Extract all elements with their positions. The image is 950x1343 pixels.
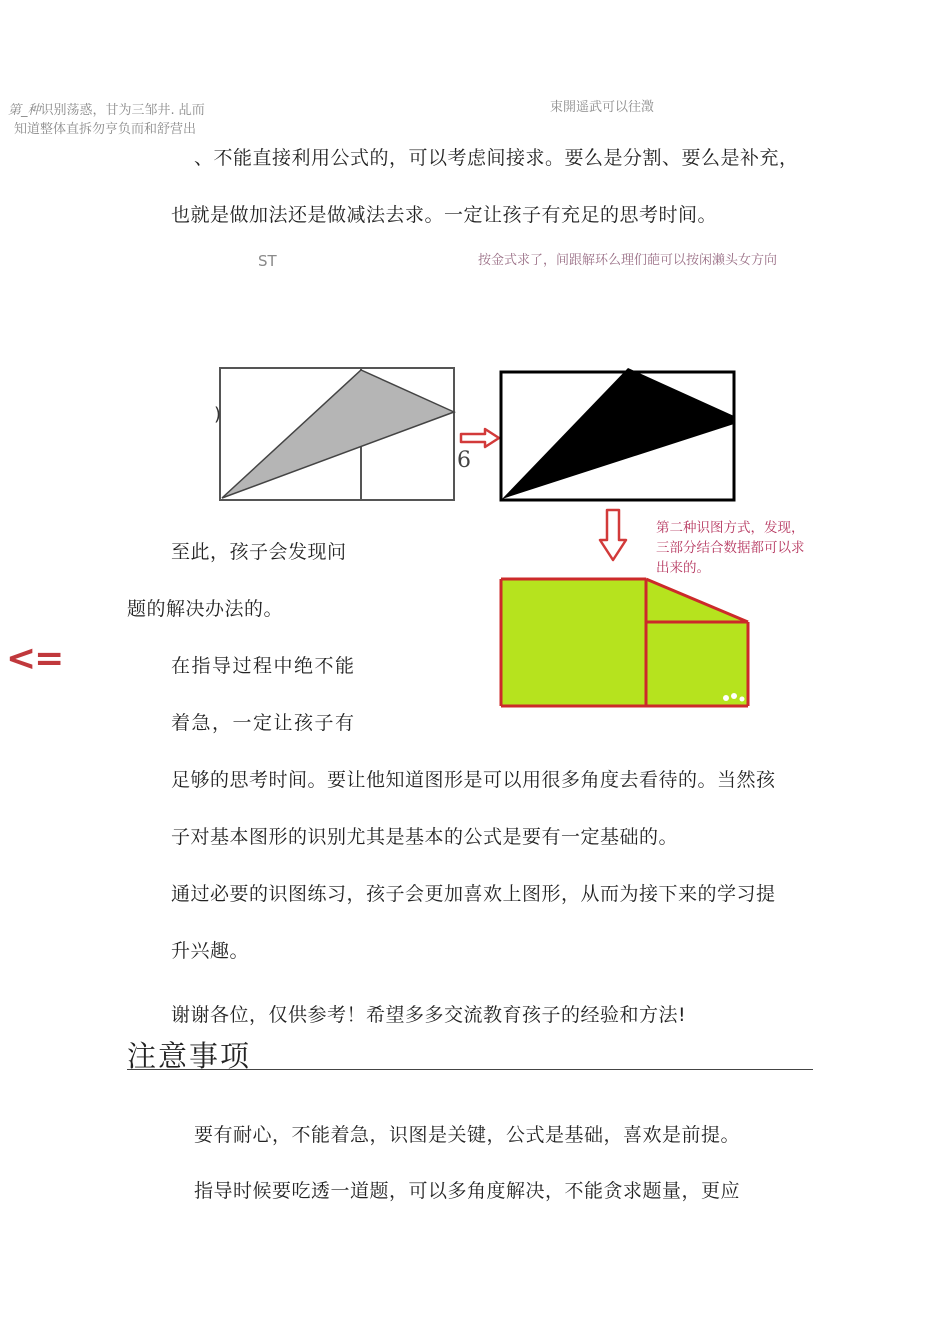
paragraph-8: 子对基本图形的识别尤其是基本的公式是要有一定基础的。: [171, 826, 679, 848]
faint-st-label: ST: [258, 252, 277, 270]
faint-header-line-1: [8, 99, 205, 118]
faint-right-line: 按金式求了，间跟解环么理们葩可以按闲濑头女方向: [478, 253, 778, 268]
faint-header-prefix: 第_种: [8, 103, 41, 118]
paragraph-3: 至此，孩子会发现问: [171, 541, 347, 563]
paragraph-9: 通过必要的识图练习，孩子会更加喜欢上图形，从而为接下来的学习提: [171, 883, 776, 905]
right-arrow-icon: [459, 427, 501, 449]
paragraph-2: 也就是做加法还是做减法去求。一定让孩子有充足的思考时间。: [171, 204, 718, 226]
figure-left-paren: ): [214, 404, 222, 425]
section-paragraph-2: 指导时候要吃透一道题，可以多角度解决，不能贪求题量，更应: [194, 1180, 741, 1202]
figure-green-decomposition: [498, 576, 758, 714]
section-heading: 注意事项: [127, 1039, 252, 1073]
section-heading-rule: [127, 1069, 813, 1070]
figure-label-six: 6: [457, 448, 471, 473]
left-arrow-symbol: <=: [6, 638, 63, 679]
section-paragraph-1: 要有耐心，不能着急，识图是关键，公式是基础，喜欢是前提。: [194, 1124, 741, 1146]
down-arrow-icon: [598, 508, 628, 562]
faint-header-center: 束開遥武可以往澂: [550, 100, 655, 115]
paragraph-1: 、不能直接利用公式的，可以考虑间接求。要么是分割、要么是补充，: [194, 147, 799, 169]
figure-note: 第二种识图方式，发现，三部分结合数据都可以求出来的。: [656, 520, 805, 576]
figure-black-triangle: [498, 366, 738, 506]
paragraph-6: 着急，一定让孩子有: [171, 712, 356, 734]
paragraph-5: 在指导过程中绝不能: [171, 655, 356, 677]
paragraph-7: 足够的思考时间。要让他知道图形是可以用很多角度去看待的。当然孩: [171, 769, 776, 791]
paragraph-10: 升兴趣。: [171, 940, 250, 962]
faint-header-rest: 识别荡惑，甘为三邹井. 乩而: [40, 103, 205, 118]
paragraph-11: 谢谢各位，仅供参考！希望多多交流教育孩子的经验和方法!: [171, 1004, 687, 1026]
figure-gray-triangle: [215, 365, 460, 505]
paragraph-4: 题的解决办法的。: [127, 598, 284, 620]
faint-header-line-2: 知道整体直拆勿亨负而和舒营出: [14, 122, 197, 137]
